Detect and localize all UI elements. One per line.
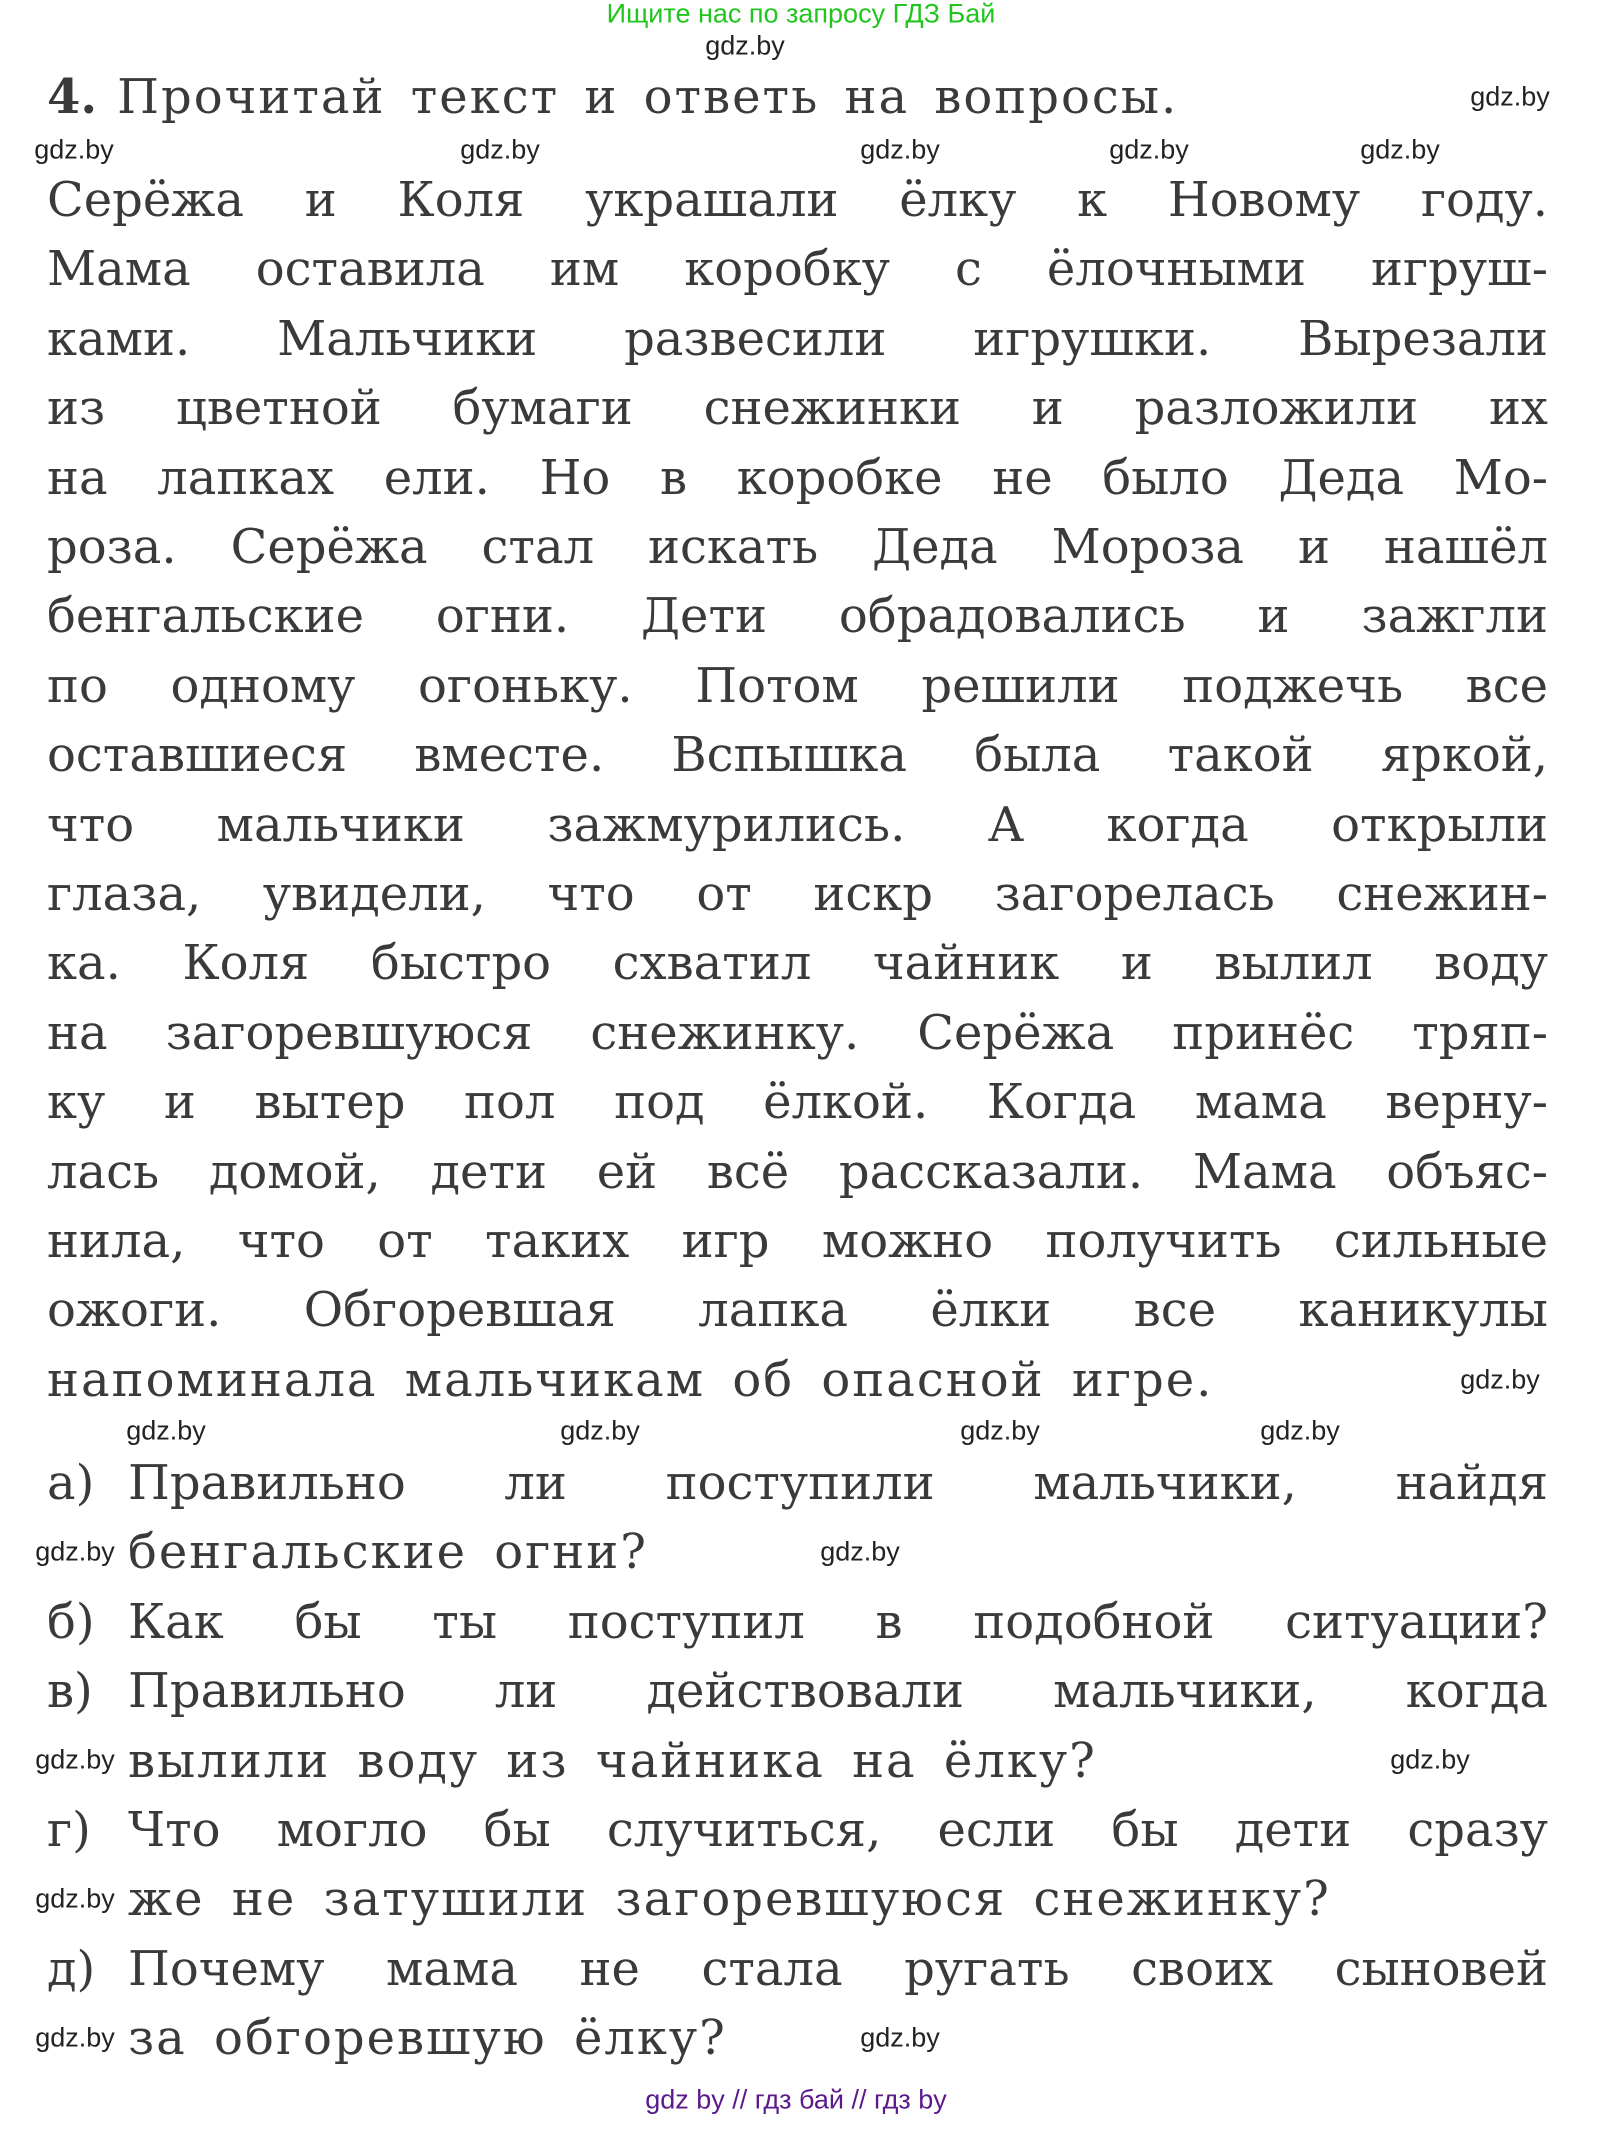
watermark-text: gdz.by bbox=[35, 1744, 115, 1775]
watermark-text: gdz.by bbox=[126, 1415, 206, 1446]
watermark-text: gdz.by bbox=[560, 1415, 640, 1446]
question-line: же не затушили загоревшуюся снежинку? bbox=[128, 1871, 1331, 1928]
question-label: в) bbox=[47, 1663, 93, 1720]
question-line: Правильно ли действовали мальчики, когда bbox=[128, 1663, 1548, 1720]
text-line: глаза, увидели, что от искр загорелась снежин- bbox=[47, 866, 1548, 922]
watermark-text: gdz.by bbox=[860, 2022, 940, 2053]
question-line: Что могло бы случиться, если бы дети сразу bbox=[128, 1802, 1548, 1858]
watermark-text: gdz.by bbox=[820, 1536, 900, 1567]
text-line: ками. Мальчики развесили игрушки. Вырезали bbox=[47, 310, 1548, 367]
text-line: нила, что от таких игр можно получить сильные bbox=[47, 1213, 1548, 1269]
text-line: ожоги. Обгоревшая лапка ёлки все каникулы bbox=[47, 1282, 1548, 1339]
header-banner[interactable]: Ищите нас по запросу ГДЗ Бай bbox=[606, 0, 996, 29]
task-title-text: Прочитай текст и ответь на вопросы. bbox=[117, 69, 1179, 125]
question-line: за обгоревшую ёлку? bbox=[128, 2010, 727, 2067]
watermark-text: gdz.by bbox=[1460, 1364, 1540, 1395]
text-line: Мама оставила им коробку с ёлочными игруш- bbox=[47, 241, 1548, 298]
question-line: Почему мама не стала ругать своих сыновей bbox=[128, 1940, 1548, 1997]
watermark-text: gdz.by bbox=[460, 134, 540, 165]
text-line: лась домой, дети ей всё рассказали. Мама объяс- bbox=[47, 1143, 1548, 1200]
watermark-text: gdz.by bbox=[34, 134, 114, 165]
question-label: а) bbox=[47, 1455, 95, 1511]
watermark-text: gdz.by bbox=[35, 1883, 115, 1914]
footer-banner[interactable]: gdz by // гдз бай // гдз by bbox=[645, 2084, 947, 2115]
task-title bbox=[47, 69, 1179, 125]
text-line: бенгальские огни. Дети обрадовались и зажгли bbox=[47, 588, 1548, 645]
text-line: что мальчики зажмурились. А когда открыли bbox=[47, 796, 1548, 853]
watermark-text: gdz.by bbox=[1390, 1744, 1470, 1775]
watermark-text: gdz.by bbox=[1360, 134, 1440, 165]
question-line: бенгальские огни? bbox=[128, 1524, 648, 1581]
watermark-text: gdz.by bbox=[35, 2022, 115, 2053]
watermark-text: gdz.by bbox=[1109, 134, 1189, 165]
watermark-text: gdz.by bbox=[960, 1415, 1040, 1446]
text-line: Серёжа и Коля украшали ёлку к Новому году. bbox=[47, 172, 1548, 228]
text-line: оставшиеся вместе. Вспышка была такой яркой, bbox=[47, 727, 1548, 784]
task-number: 4. bbox=[47, 69, 98, 125]
question-line: Правильно ли поступили мальчики, найдя bbox=[128, 1455, 1548, 1511]
question-label: г) bbox=[47, 1802, 91, 1858]
text-line: ка. Коля быстро схватил чайник и вылил воду bbox=[47, 935, 1548, 992]
watermark-text: gdz.by bbox=[860, 134, 940, 165]
watermark-text: gdz.by bbox=[1470, 81, 1550, 112]
text-line: напоминала мальчикам об опасной игре. bbox=[47, 1351, 1214, 1408]
text-line: по одному огоньку. Потом решили поджечь все bbox=[47, 657, 1548, 714]
question-line: Как бы ты поступил в подобной ситуации? bbox=[128, 1593, 1548, 1650]
text-line: ку и вытер пол под ёлкой. Когда мама верну- bbox=[47, 1074, 1548, 1131]
watermark-text: gdz.by bbox=[35, 1536, 115, 1567]
watermark-text: gdz.by bbox=[705, 30, 785, 61]
question-label: д) bbox=[47, 1940, 96, 1997]
text-line: роза. Серёжа стал искать Деда Мороза и нашёл bbox=[47, 519, 1548, 575]
watermark-text: gdz.by bbox=[1260, 1415, 1340, 1446]
text-line: на загоревшуюся снежинку. Серёжа принёс тряп- bbox=[47, 1004, 1548, 1061]
text-line: на лапках ели. Но в коробке не было Деда Мо- bbox=[47, 449, 1548, 506]
question-line: вылили воду из чайника на ёлку? bbox=[128, 1732, 1097, 1789]
text-line: из цветной бумаги снежинки и разложили их bbox=[47, 380, 1548, 437]
question-label: б) bbox=[47, 1593, 95, 1650]
